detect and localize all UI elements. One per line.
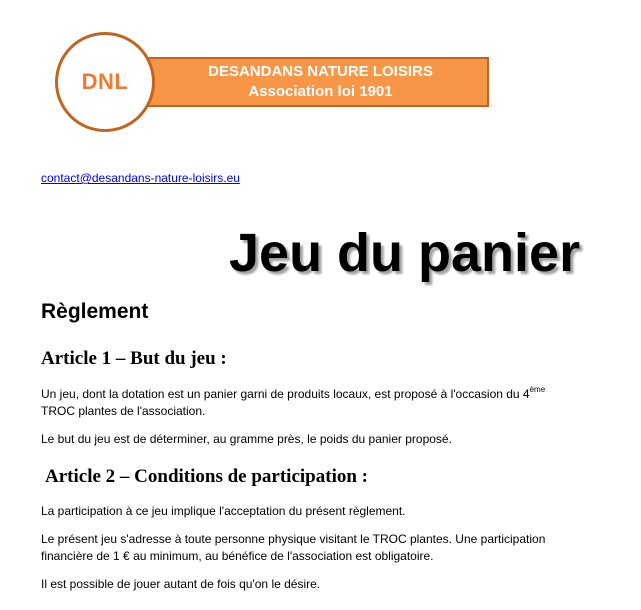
article1-para1-sup: ème xyxy=(529,385,546,394)
article1-paragraph2: Le but du jeu est de déterminer, au gramme près, le poids du panier proposé. xyxy=(41,432,452,446)
article1-heading: Article 1 – But du jeu : xyxy=(41,348,227,369)
article2-paragraph1: La participation à ce jeu implique l'acceptation du présent règlement. xyxy=(41,504,406,518)
article1-para1-end: TROC plantes de l'association. xyxy=(41,404,206,418)
document-title: Jeu du panier xyxy=(229,223,581,283)
org-banner xyxy=(128,57,489,107)
org-name: DESANDANS NATURE LOISIRS xyxy=(208,63,433,80)
section-heading: Règlement xyxy=(41,300,149,323)
article2-heading: Article 2 – Conditions de participation : xyxy=(45,466,368,487)
logo-text: DNL xyxy=(81,69,129,94)
article2-para2-line1: Le présent jeu s'adresse à toute personne physique visitant le TROC plantes. Une participation xyxy=(41,532,546,546)
article2-para2-line2: financière de 1 € au minimum, au bénéfice de l'association est obligatoire. xyxy=(41,549,434,563)
org-subtitle: Association loi 1901 xyxy=(248,83,393,100)
article1-paragraph1 xyxy=(41,386,601,420)
contact-email-link[interactable]: contact@desandans-nature-loisirs.eu xyxy=(41,171,240,185)
article2-paragraph2 xyxy=(41,531,601,565)
dnl-logo xyxy=(55,32,155,132)
article1-para1-main: Un jeu, dont la dotation est un panier garni de produits locaux, est proposé à l'occasion du 4 xyxy=(41,387,530,401)
article2-paragraph3: Il est possible de jouer autant de fois qu'on le désire. xyxy=(41,577,321,591)
